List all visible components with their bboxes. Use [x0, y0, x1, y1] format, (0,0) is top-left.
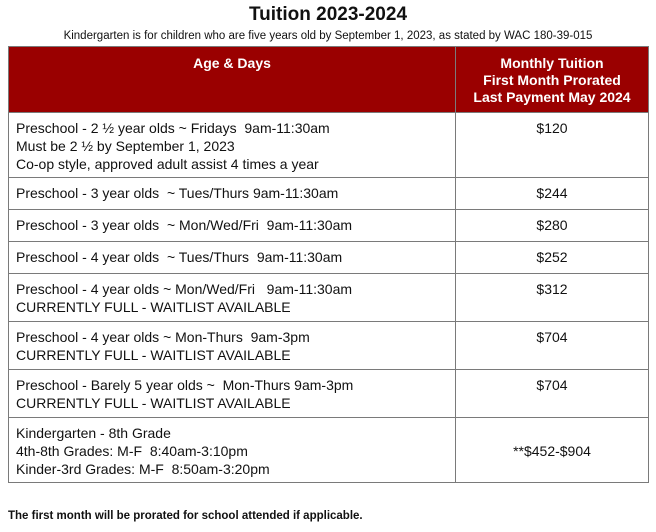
program-line: Kindergarten - 8th Grade — [16, 425, 171, 441]
program-cell — [9, 210, 456, 242]
program-line: Preschool - 4 year olds ~ Mon/Wed/Fri 9am-11:30am — [16, 281, 353, 297]
table-row — [9, 322, 649, 370]
program-line: Preschool - 2 ½ year olds ~ Fridays 9am-11:30am — [16, 120, 330, 136]
price-cell: $312 — [456, 274, 649, 322]
price-cell: $280 — [456, 210, 649, 242]
program-cell — [9, 274, 456, 322]
table-row — [9, 242, 649, 274]
waitlist-status: CURRENTLY FULL - WAITLIST AVAILABLE — [16, 299, 291, 315]
table-row — [9, 418, 649, 483]
price-cell: $252 — [456, 242, 649, 274]
program-line: Preschool - 4 year olds ~ Tues/Thurs 9am-11:30am — [16, 249, 343, 265]
program-line: Preschool - Barely 5 year olds ~ Mon-Thurs 9am-3pm — [16, 377, 354, 393]
footnote: The first month will be prorated for school attended if applicable. — [8, 510, 363, 522]
table-header-row — [9, 47, 649, 113]
waitlist-status: CURRENTLY FULL - WAITLIST AVAILABLE — [16, 395, 291, 411]
table-row — [9, 370, 649, 418]
table-row — [9, 113, 649, 178]
program-cell — [9, 370, 456, 418]
tuition-table — [8, 46, 649, 483]
header-tuition-line: First Month Prorated — [483, 72, 621, 88]
program-cell — [9, 178, 456, 210]
price-cell: $244 — [456, 178, 649, 210]
table-row — [9, 274, 649, 322]
program-line: Must be 2 ½ by September 1, 2023 — [16, 138, 235, 154]
price-cell: $704 — [456, 322, 649, 370]
header-tuition-line: Monthly Tuition — [500, 55, 604, 71]
price-cell: **$452-$904 — [456, 418, 649, 483]
program-cell — [9, 113, 456, 178]
program-cell — [9, 322, 456, 370]
program-line: Co-op style, approved adult assist 4 times a year — [16, 156, 319, 172]
header-monthly-tuition — [456, 47, 649, 113]
header-age-days: Age & Days — [9, 47, 456, 113]
program-line: Preschool - 4 year olds ~ Mon-Thurs 9am-3pm — [16, 329, 310, 345]
program-line: Kinder-3rd Grades: M-F 8:50am-3:20pm — [16, 461, 270, 477]
price-cell: $704 — [456, 370, 649, 418]
program-line: Preschool - 3 year olds ~ Mon/Wed/Fri 9am-11:30am — [16, 217, 353, 233]
program-cell — [9, 418, 456, 483]
program-cell — [9, 242, 456, 274]
page-subtitle: Kindergarten is for children who are five years old by September 1, 2023, as stated by WAC 180-39-015 — [63, 30, 593, 42]
price-cell: $120 — [456, 113, 649, 178]
page-title: Tuition 2023-2024 — [248, 4, 408, 25]
table-row — [9, 210, 649, 242]
table-row — [9, 178, 649, 210]
program-line: 4th-8th Grades: M-F 8:40am-3:10pm — [16, 443, 248, 459]
header-tuition-line: Last Payment May 2024 — [473, 89, 631, 105]
program-line: Preschool - 3 year olds ~ Tues/Thurs 9am-11:30am — [16, 185, 339, 201]
waitlist-status: CURRENTLY FULL - WAITLIST AVAILABLE — [16, 347, 291, 363]
